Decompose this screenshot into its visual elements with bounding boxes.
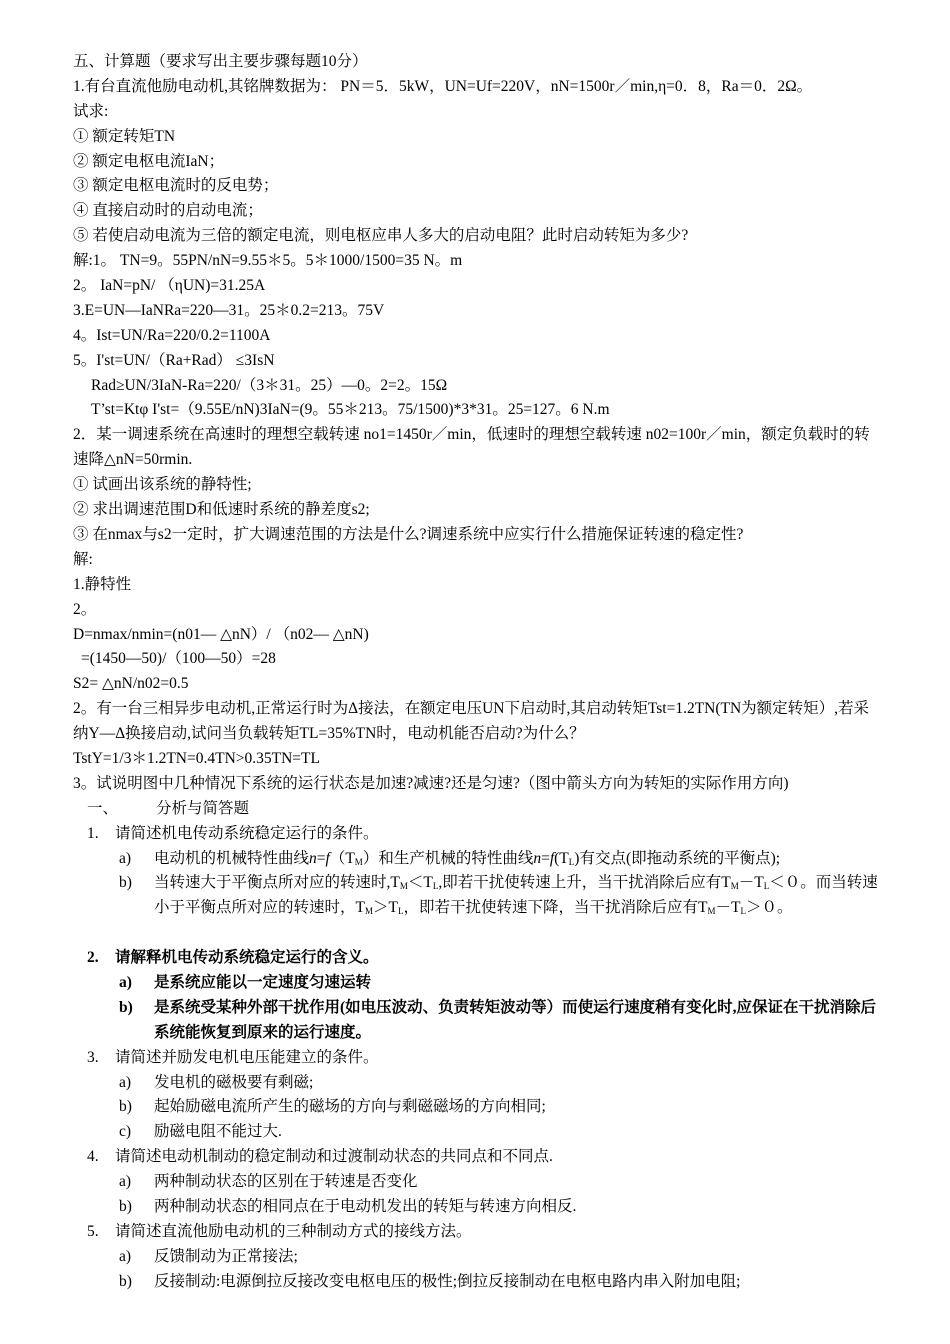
answer-text: 是系统受某种外部干扰作用(如电压波动、负责转矩波动等）而使运行速度稍有变化时,应保证在干扰消除后系统能恢复到原来的运行速度。: [154, 998, 877, 1041]
q1-solution-line: 4。Ist=UN/Ra=220/0.2=1100A: [73, 326, 271, 344]
question-number: 4.: [87, 1148, 99, 1166]
answer-text: 反接制动:电源倒拉反接改变电枢电压的极性;倒拉反接制动在电枢电路内串入附加电阻;: [154, 1272, 741, 1290]
question-title: 请简述并励发电机电压能建立的条件。: [115, 1048, 379, 1066]
analysis-question: [73, 1046, 883, 1071]
analysis-answer: [73, 1071, 883, 1096]
q1-solution-line: Rad≥UN/3IaN-Ra=220/（3＊31。25）—0。2=2。15Ω: [91, 376, 448, 394]
section-header: 五、计算题（要求写出主要步骤每题10分）: [73, 53, 368, 70]
question-number: 3.: [87, 1048, 99, 1066]
question-number: 2.: [87, 949, 99, 967]
answer-text: 起始励磁电流所产生的磁场的方向与剩磁磁场的方向相同;: [154, 1098, 546, 1116]
answer-label: b): [119, 1198, 132, 1216]
q2-stem: 2．某一调速系统在高速时的理想空载转速 no1=1450r／min，低速时的理想空载转速 n02=100r／min，额定负载时的转速降△nN=50rmin.: [73, 426, 870, 469]
q1-ask: 试求:: [73, 102, 109, 120]
answer-label: b): [119, 874, 132, 892]
answer-label: b): [119, 1272, 132, 1290]
q2-solution-line: 2。: [73, 600, 97, 618]
question-title: 请解释机电传动系统稳定运行的含义。: [115, 949, 379, 967]
analysis-answer: [73, 1170, 883, 1195]
answer-text: 两种制动状态的区别在于转速是否变化: [154, 1173, 418, 1191]
analysis-answer: [73, 871, 883, 946]
q4-stem: 3。试说明图中几种情况下系统的运行状态是加速?减速?还是匀速?（图中箭头方向为转矩的实际作用方向): [73, 774, 789, 792]
answer-text: 励磁电阻不能过大.: [154, 1123, 282, 1141]
question-number: 5.: [87, 1222, 99, 1240]
q2-solution-line: =(1450—50)/（100—50）=28: [81, 650, 276, 668]
q3-answer: TstY=1/3＊1.2TN=0.4TN>0.35TN=TL: [73, 749, 320, 767]
part-heading: [73, 797, 883, 822]
question-title: 请简述电动机制动的稳定制动和过渡制动状态的共同点和不同点.: [115, 1148, 553, 1166]
answer-text: 当转速大于平衡点所对应的转速时$,T_M<T_L$,即若干扰使转速上升，当干扰消除后应有$T_M-T_L<0$。而当转速小于平衡点所对应的转速时，$T_M>T_L$，即若干扰使转速下降，当干扰消除后应有$T_M-T_L>0$。: [154, 874, 878, 917]
q1-item: ③ 额定电枢电流时的反电势；: [73, 177, 279, 195]
answer-label: b): [119, 1098, 132, 1116]
q2-solution-line: 1.静特性: [73, 575, 132, 593]
q1-item: ⑤ 若使启动电流为三倍的额定电流，则电枢应串人多大的启动电阻？此时启动转矩为多少?: [73, 227, 689, 245]
answer-label: a): [119, 974, 132, 991]
question-title: 请简述机电传动系统稳定运行的条件。: [115, 824, 379, 842]
answer-label: a): [119, 849, 132, 867]
q1-item: ① 额定转矩TN: [73, 127, 176, 145]
analysis-answer: [73, 996, 883, 1046]
q2-item: ③ 在nmax与s2一定时，扩大调速范围的方法是什么?调速系统中应实行什么措施保证转速的稳定性?: [73, 525, 744, 543]
answer-text: 两种制动状态的相同点在于电动机发出的转矩与转速方向相反.: [154, 1198, 577, 1216]
analysis-answer: [73, 1195, 883, 1220]
q1-item: ④ 直接启动时的启动电流；: [73, 202, 263, 220]
q2-solution-line: D=nmax/nmin=(n01— △nN）/ （n02— △nN): [73, 625, 369, 643]
analysis-answer: [73, 847, 883, 872]
answer-text: 是系统应能以一定速度匀速运转: [154, 974, 372, 991]
q3-stem: 2。有一台三相异步电动机,正常运行时为Δ接法，在额定电压UN下启动时,其启动转矩Tst=1.2TN(TN为额定转矩）,若采纳Y—Δ换接启动,试问当负载转矩TL=35%TN时，电动机能否启动?为什么？: [73, 700, 870, 743]
q2-item: ② 求出调速范围D和低速时系统的静差度s2;: [73, 501, 370, 519]
question-title: 请简述直流他励电动机的三种制动方式的接线方法。: [115, 1222, 472, 1240]
answer-label: a): [119, 1247, 132, 1265]
q1-solution-line: 解:1。 TN=9。55PN/nN=9.55＊5。5＊1000/1500=35 N。m: [73, 252, 463, 270]
part-number: 一、: [87, 799, 119, 817]
q1-item: ② 额定电枢电流IaN；: [73, 152, 225, 170]
analysis-question: [73, 1220, 883, 1245]
q1-solution-line: 3.E=UN—IaNRa=220—31。25＊0.2=213。75V: [73, 301, 385, 319]
q2-solution-line: 解:: [73, 550, 93, 568]
analysis-answer: [73, 1245, 883, 1270]
answer-text: 电动机的机械特性曲线$n=f(T_M)$和生产机械的特性曲线$n=f(T_L)$有交点(即拖动系统的平衡点);: [154, 849, 781, 867]
answer-label: b): [119, 998, 133, 1016]
analysis-question: [73, 946, 883, 971]
answer-label: a): [119, 1073, 132, 1091]
analysis-question: [73, 1145, 883, 1170]
analysis-question: [73, 822, 883, 847]
analysis-answer: [73, 1270, 883, 1295]
q1-solution-line: 5。I'st=UN/（Ra+Rad） ≤3IsN: [73, 351, 275, 369]
q1-stem: 1.有台直流他励电动机,其铭牌数据为： PN＝5．5kW，UN=Uf=220V，nN=1500r／min,η=0．8，Ra＝0．2Ω。: [73, 77, 813, 95]
answer-text: 反馈制动为正常接法;: [154, 1247, 298, 1265]
analysis-answer: [73, 971, 883, 996]
part-title: 分析与简答题: [156, 799, 250, 817]
analysis-answer: [73, 1095, 883, 1120]
q2-solution-line: S2= △nN/n02=0.5: [73, 675, 189, 693]
q1-solution-line: T’st=Ktφ I'st=（9.55E/nN)3IaN=(9。55＊213。75/1500)*3*31。25=127。6 N.m: [91, 401, 610, 419]
answer-label: c): [119, 1123, 132, 1141]
answer-text: 发电机的磁极要有剩磁;: [154, 1073, 314, 1091]
answer-label: a): [119, 1173, 132, 1191]
q1-solution-line: 2。 IaN=pN/ （ηUN)=31.25A: [73, 277, 266, 295]
q2-item: ① 试画出该系统的静特性;: [73, 476, 252, 494]
document-page: [73, 50, 883, 1295]
analysis-answer: [73, 1120, 883, 1145]
question-number: 1.: [87, 824, 99, 842]
